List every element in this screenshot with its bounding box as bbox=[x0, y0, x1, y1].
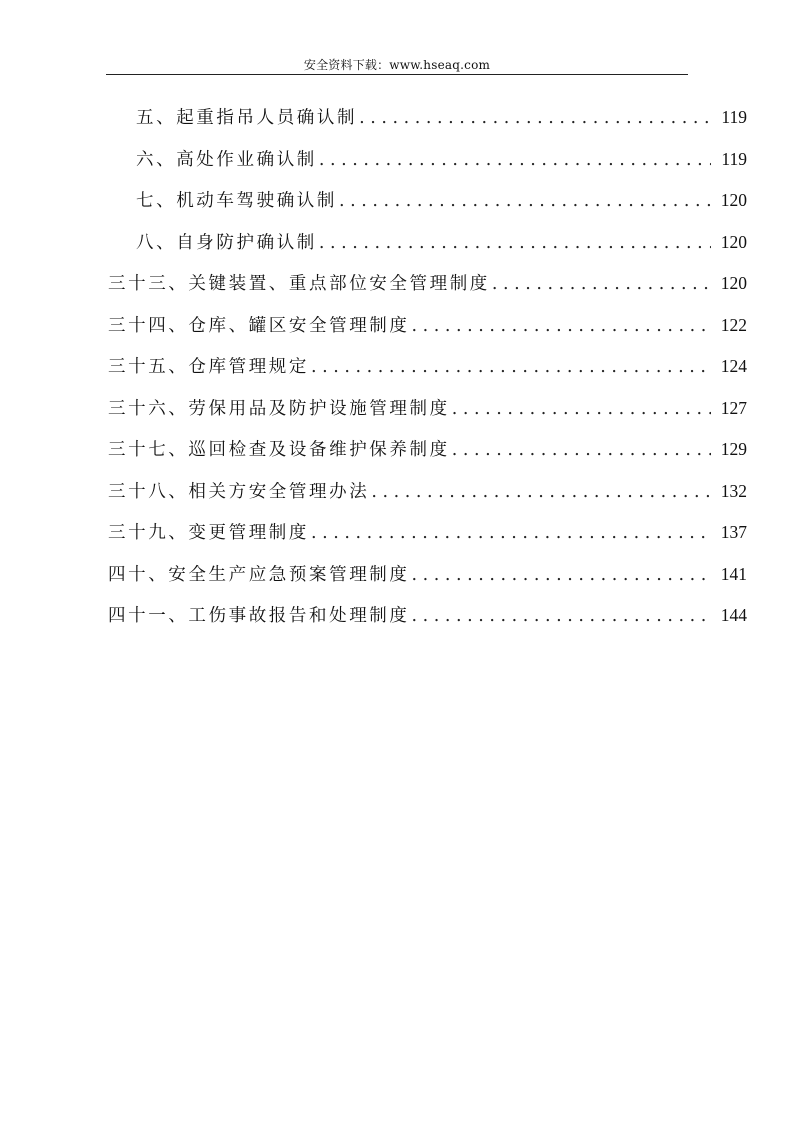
toc-entry-title: 三十四、仓库、罐区安全管理制度 bbox=[108, 315, 410, 336]
toc-entry-page: 120 bbox=[720, 273, 747, 293]
toc-entry-title: 三十三、关键装置、重点部位安全管理制度 bbox=[108, 274, 490, 294]
toc-dot-leader bbox=[412, 312, 712, 340]
toc-entry[interactable] bbox=[108, 601, 747, 629]
toc-dot-leader bbox=[311, 519, 711, 547]
toc-dot-leader bbox=[359, 104, 711, 132]
toc-entry-page: 144 bbox=[720, 605, 747, 625]
toc-entry-page: 120 bbox=[720, 231, 747, 252]
toc-entry[interactable] bbox=[108, 311, 747, 339]
toc-dot-leader bbox=[452, 395, 711, 423]
toc-entry-title: 五、起重指吊人员确认制 bbox=[136, 108, 358, 128]
toc-entry-title: 三十九、变更管理制度 bbox=[108, 523, 309, 543]
toc-entry-page: 129 bbox=[720, 439, 747, 459]
toc-entry[interactable] bbox=[108, 560, 747, 588]
toc-entry-page: 120 bbox=[720, 190, 747, 210]
toc-dot-leader bbox=[319, 229, 711, 257]
toc-entry-page: 127 bbox=[720, 397, 747, 418]
toc-entry-title: 三十七、巡回检查及设备维护保养制度 bbox=[108, 440, 450, 460]
toc-dot-leader bbox=[319, 146, 711, 174]
toc-dot-leader bbox=[371, 478, 711, 506]
toc-dot-leader bbox=[452, 436, 711, 464]
toc-entry[interactable] bbox=[108, 435, 747, 463]
toc-entry-page: 119 bbox=[721, 148, 747, 169]
toc-entry[interactable] bbox=[108, 518, 747, 546]
toc-entry-page: 124 bbox=[720, 356, 747, 376]
toc-entry[interactable] bbox=[108, 269, 747, 297]
toc-entry-title: 三十八、相关方安全管理办法 bbox=[108, 481, 370, 502]
toc-entry-title: 四十一、工伤事故报告和处理制度 bbox=[108, 606, 410, 626]
page-header: 安全资料下载：www.hseaq.com bbox=[303, 58, 491, 72]
toc-entry-page: 137 bbox=[720, 522, 747, 542]
toc-dot-leader bbox=[339, 187, 711, 215]
toc-entry[interactable] bbox=[136, 186, 747, 214]
toc-entry[interactable] bbox=[108, 394, 747, 422]
toc-entry-title: 六、高处作业确认制 bbox=[136, 149, 317, 170]
toc-dot-leader bbox=[311, 353, 711, 381]
toc-entry-title: 八、自身防护确认制 bbox=[136, 232, 317, 253]
header-divider bbox=[106, 74, 688, 75]
toc-entry[interactable] bbox=[108, 477, 747, 505]
toc-entry[interactable] bbox=[136, 145, 747, 173]
toc-dot-leader bbox=[492, 270, 711, 298]
toc-entry-page: 132 bbox=[720, 480, 747, 501]
toc-entry[interactable] bbox=[136, 228, 747, 256]
toc-entry-title: 四十、安全生产应急预案管理制度 bbox=[108, 564, 410, 585]
toc-entry-page: 122 bbox=[720, 314, 747, 335]
toc-entry-page: 119 bbox=[721, 107, 747, 127]
toc-entry-title: 三十六、劳保用品及防护设施管理制度 bbox=[108, 398, 450, 419]
toc-dot-leader bbox=[412, 602, 712, 630]
toc-entry-title: 三十五、仓库管理规定 bbox=[108, 357, 309, 377]
toc-dot-leader bbox=[412, 561, 712, 589]
toc-entry[interactable] bbox=[136, 103, 747, 131]
toc-entry-title: 七、机动车驾驶确认制 bbox=[136, 191, 337, 211]
toc-entry-page: 141 bbox=[720, 563, 747, 584]
toc-entry[interactable] bbox=[108, 352, 747, 380]
